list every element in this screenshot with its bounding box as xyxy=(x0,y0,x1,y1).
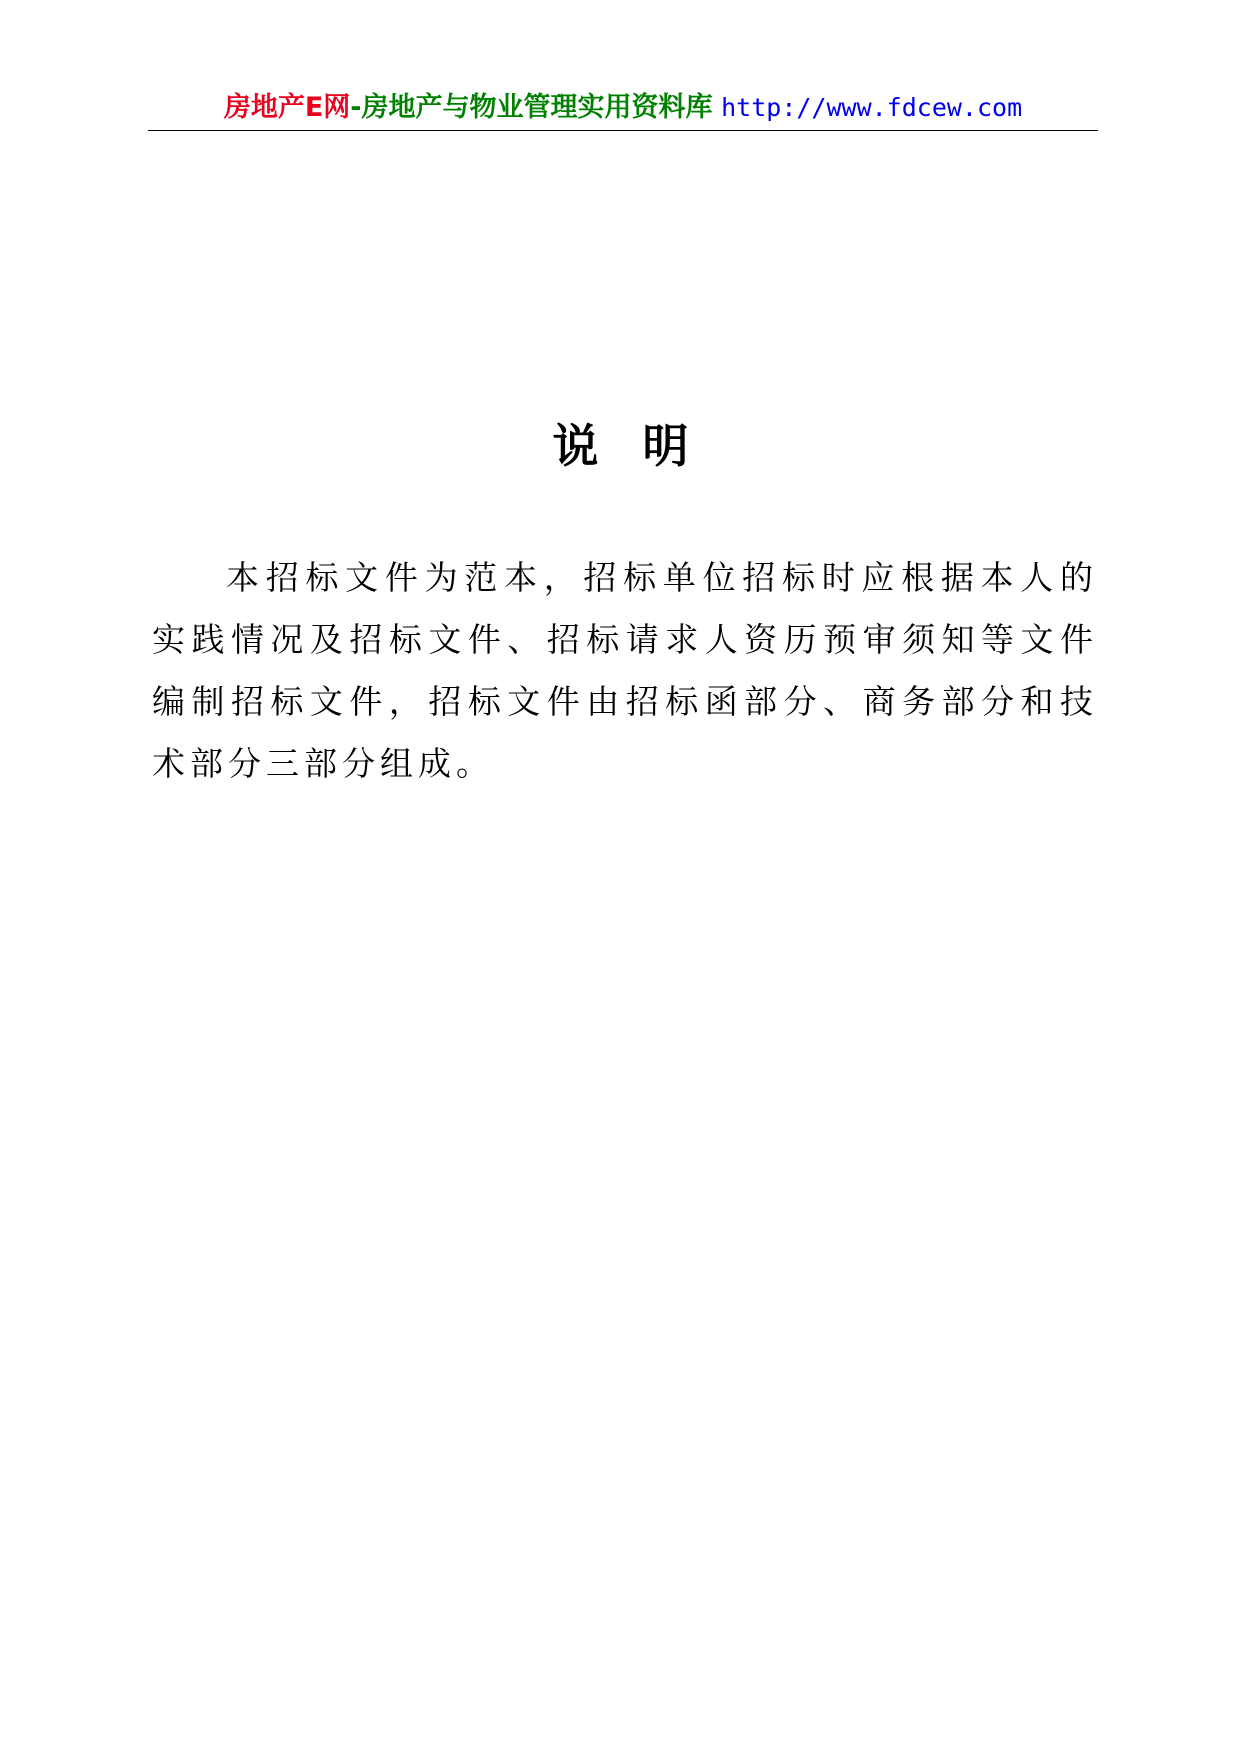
document-title: 说明 xyxy=(552,419,733,473)
body-paragraph: 本招标文件为范本，招标单位招标时应根据本人的实践情况及招标文件、招标请求人资历预审须知等文件编制招标文件，招标文件由招标函部分、商务部分和技术部分三部分组成。 xyxy=(152,558,1098,783)
site-url-link[interactable]: http://www.fdcew.com xyxy=(721,93,1023,122)
page-header xyxy=(148,84,1098,132)
site-name: 房地产E网 xyxy=(223,92,351,123)
header-divider xyxy=(148,130,1098,131)
site-tagline: -房地产与物业管理实用资料库 xyxy=(350,92,713,123)
